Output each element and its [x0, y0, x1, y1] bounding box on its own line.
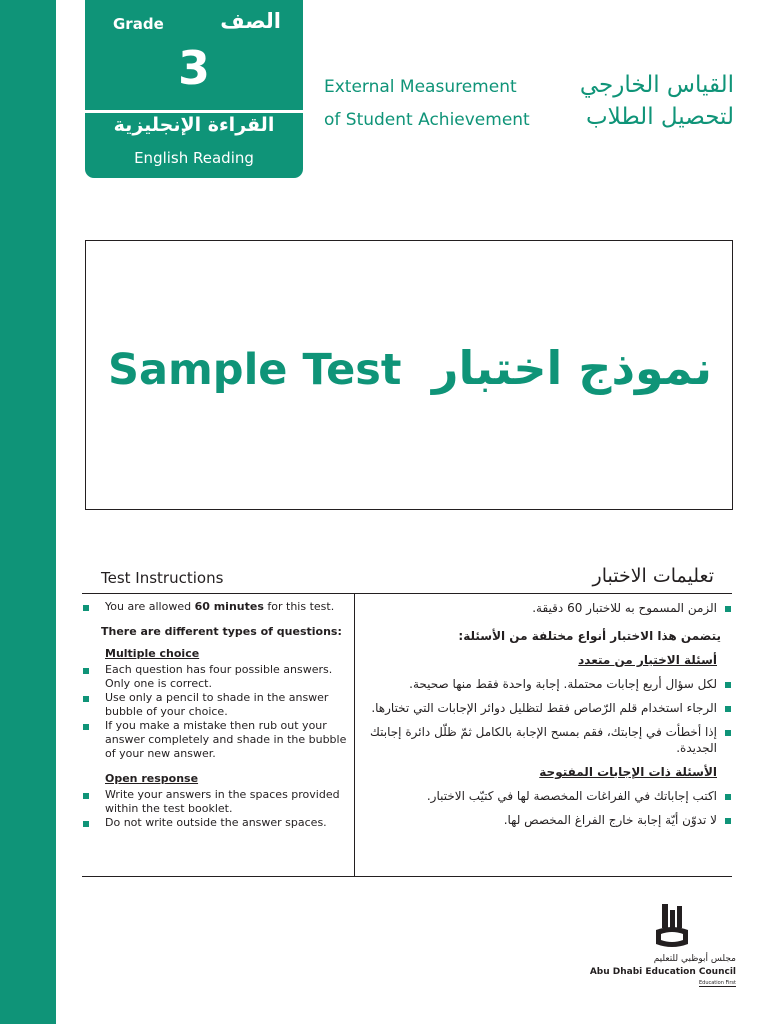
- grade-number: 3: [177, 41, 210, 95]
- instructions-ar: [365, 600, 733, 836]
- time-instruction-ar: الزمن المسموح به للاختبار 60 دقيقة.: [365, 600, 733, 616]
- instructions-title-ar: تعليمات الاختبار: [592, 565, 714, 587]
- subject-en: English Reading: [134, 149, 254, 167]
- sample-test-en: Sample Test: [108, 345, 402, 395]
- open-response-heading-en: Open response: [105, 772, 199, 785]
- left-green-strip: [0, 0, 56, 1024]
- list-item: Each question has four possible answers. Only one is correct.: [82, 663, 354, 691]
- instructions-en: [82, 600, 354, 830]
- grade-label-ar: الصف: [220, 9, 281, 33]
- question-types-heading-ar: يتضمن هذا الاختبار أنواع مختلفة من الأسئلة:: [458, 629, 721, 643]
- adec-emblem-icon: [652, 900, 692, 952]
- logo-text-ar: مجلس أبوظبي للتعليم: [653, 954, 736, 964]
- multiple-choice-heading-en: Multiple choice: [105, 647, 200, 660]
- adec-logo: [589, 900, 738, 992]
- list-item: اكتب إجاباتك في الفراغات المخصصة لها في كتيّب الاختبار.: [365, 788, 733, 804]
- instructions-title-en: Test Instructions: [101, 569, 224, 587]
- list-item: إذا أخطأت في إجابتك، فقم بمسح الإجابة بالكامل ثمّ ظلّل دائرة إجابتك الجديدة.: [365, 724, 733, 756]
- instructions-bottom-rule: [82, 876, 732, 877]
- title-en-line1: External Measurement: [324, 77, 517, 97]
- list-item: Do not write outside the answer spaces.: [82, 816, 354, 830]
- list-item: If you make a mistake then rub out your answer completely and shade in the bubble of your new answer.: [82, 719, 354, 761]
- grade-divider: [85, 110, 303, 113]
- subject-ar: القراءة الإنجليزية: [113, 114, 275, 136]
- question-types-heading-en: There are different types of questions:: [101, 625, 342, 638]
- time-instruction-en: You are allowed 60 minutes for this test.: [82, 600, 354, 614]
- list-item: لا تدوّن أيّة إجابة خارج الفراغ المخصص لها.: [365, 812, 733, 828]
- grade-badge: [85, 0, 303, 178]
- list-item: Write your answers in the spaces provided within the test booklet.: [82, 788, 354, 816]
- multiple-choice-heading-ar: أسئلة الاختيار من متعدد: [578, 653, 717, 667]
- logo-tagline: Education First: [698, 980, 736, 986]
- title-en-line2: of Student Achievement: [324, 110, 530, 130]
- title-ar-line1: القياس الخارجي: [579, 72, 734, 98]
- instructions-column-divider: [354, 594, 355, 876]
- list-item: لكل سؤال أربع إجابات محتملة. إجابة واحدة فقط منها صحيحة.: [365, 676, 733, 692]
- title-ar-line2: لتحصيل الطلاب: [585, 104, 734, 130]
- list-item: Use only a pencil to shade in the answer bubble of your choice.: [82, 691, 354, 719]
- sample-test-ar: نموذج اختبار: [432, 341, 712, 395]
- sample-test-box: [85, 240, 733, 510]
- list-item: الرجاء استخدام قلم الرّصاص فقط لتظليل دوائر الإجابات التي تختارها.: [365, 700, 733, 716]
- open-response-heading-ar: الأسئلة ذات الإجابات المفتوحة: [539, 765, 717, 779]
- grade-label-en: Grade: [113, 15, 164, 33]
- instructions-top-rule: [82, 593, 732, 594]
- logo-text-en: Abu Dhabi Education Council: [589, 967, 736, 977]
